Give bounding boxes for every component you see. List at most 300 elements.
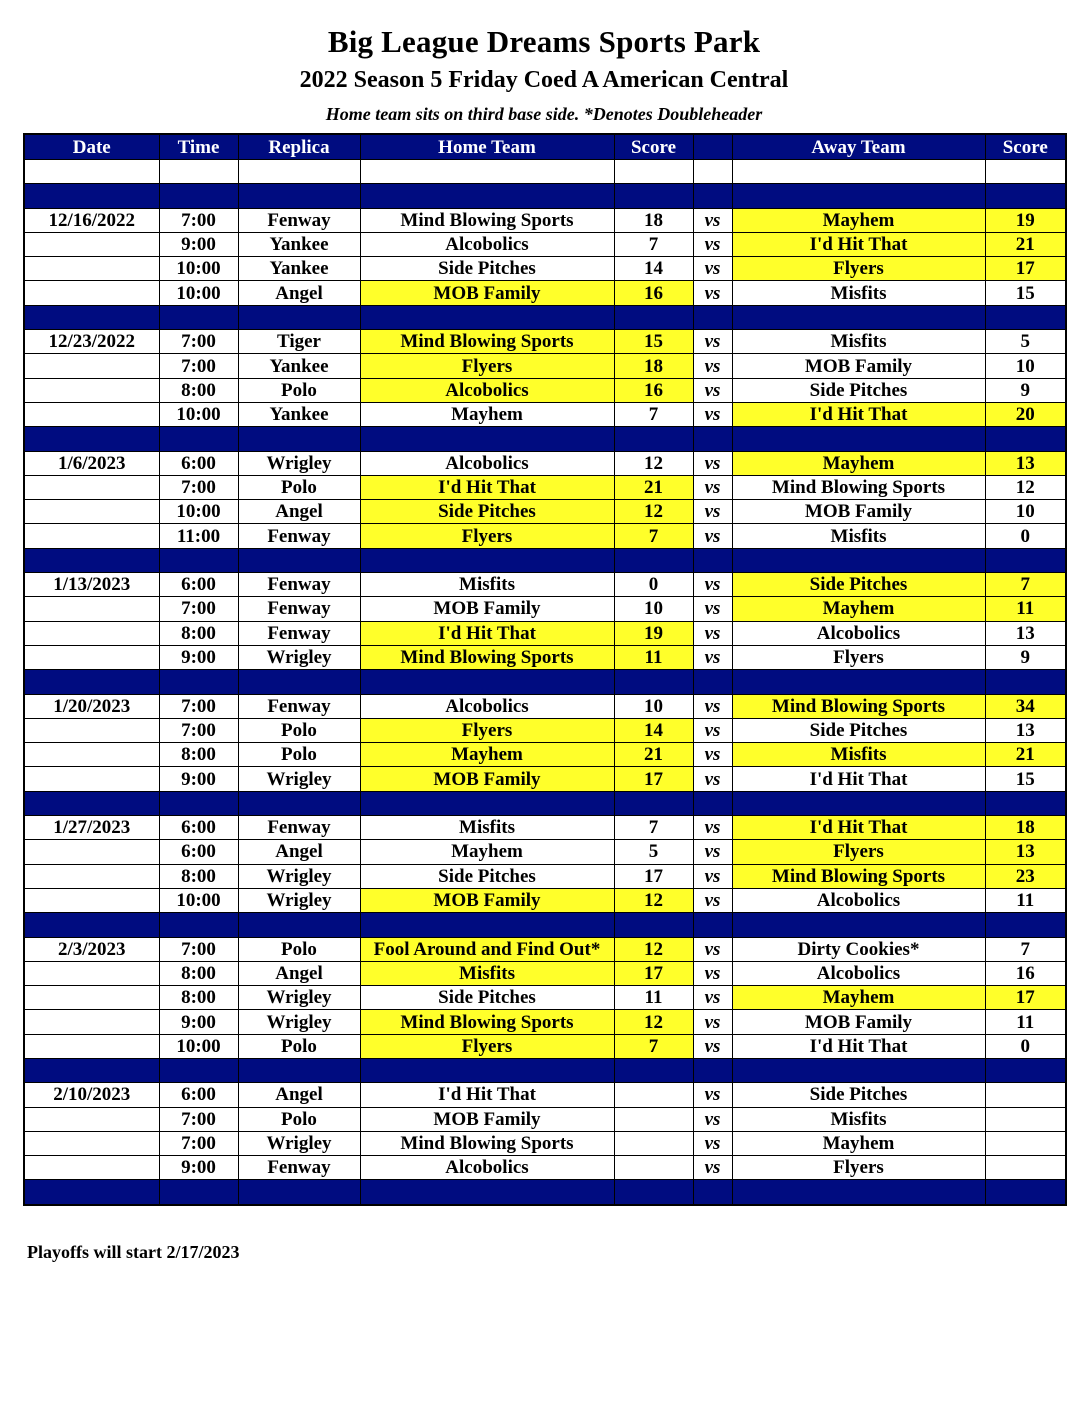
separator-cell bbox=[238, 548, 360, 572]
date-cell bbox=[24, 864, 159, 888]
separator-cell bbox=[360, 670, 614, 694]
home-score-cell: 16 bbox=[614, 378, 693, 402]
replica-cell: Polo bbox=[238, 718, 360, 742]
vs-cell: vs bbox=[693, 573, 732, 597]
separator-cell bbox=[732, 670, 985, 694]
time-cell: 7:00 bbox=[159, 1131, 238, 1155]
home-score-cell: 18 bbox=[614, 208, 693, 232]
home-score-cell: 7 bbox=[614, 524, 693, 548]
table-row bbox=[24, 986, 1066, 1010]
separator-cell bbox=[614, 791, 693, 815]
away-score-cell: 7 bbox=[985, 573, 1066, 597]
vs-cell: vs bbox=[693, 281, 732, 305]
vs-cell: vs bbox=[693, 208, 732, 232]
col-header-away-score: Score bbox=[985, 134, 1066, 160]
home-team-cell: Mind Blowing Sports bbox=[360, 1010, 614, 1034]
page-subtitle: 2022 Season 5 Friday Coed A American Central bbox=[299, 67, 789, 93]
table-row bbox=[24, 500, 1066, 524]
replica-cell: Angel bbox=[238, 500, 360, 524]
home-team-cell: Alcobolics bbox=[360, 451, 614, 475]
vs-cell: vs bbox=[693, 402, 732, 426]
away-score-cell bbox=[985, 1083, 1066, 1107]
blank-cell bbox=[360, 160, 614, 184]
time-cell: 7:00 bbox=[159, 1107, 238, 1131]
separator-cell bbox=[360, 184, 614, 208]
separator-cell bbox=[238, 184, 360, 208]
schedule-body bbox=[24, 160, 1066, 1205]
away-score-cell: 11 bbox=[985, 888, 1066, 912]
away-score-cell: 0 bbox=[985, 1034, 1066, 1058]
away-score-cell: 18 bbox=[985, 816, 1066, 840]
away-score-cell bbox=[985, 1156, 1066, 1180]
replica-cell: Wrigley bbox=[238, 864, 360, 888]
home-team-cell: MOB Family bbox=[360, 597, 614, 621]
home-team-cell: Side Pitches bbox=[360, 986, 614, 1010]
table-row bbox=[24, 451, 1066, 475]
vs-cell: vs bbox=[693, 937, 732, 961]
home-team-cell: Side Pitches bbox=[360, 500, 614, 524]
away-team-cell: I'd Hit That bbox=[732, 402, 985, 426]
separator-cell bbox=[159, 791, 238, 815]
away-score-cell: 17 bbox=[985, 986, 1066, 1010]
home-team-cell: Mind Blowing Sports bbox=[360, 645, 614, 669]
time-cell: 8:00 bbox=[159, 961, 238, 985]
home-score-cell: 12 bbox=[614, 937, 693, 961]
away-team-cell: Mayhem bbox=[732, 986, 985, 1010]
home-team-cell: Flyers bbox=[360, 524, 614, 548]
replica-cell: Yankee bbox=[238, 402, 360, 426]
time-cell: 7:00 bbox=[159, 330, 238, 354]
home-score-cell: 10 bbox=[614, 597, 693, 621]
away-score-cell: 9 bbox=[985, 378, 1066, 402]
home-score-cell: 7 bbox=[614, 402, 693, 426]
separator-cell bbox=[24, 913, 159, 937]
vs-cell: vs bbox=[693, 718, 732, 742]
home-score-cell: 16 bbox=[614, 281, 693, 305]
separator-cell bbox=[159, 1058, 238, 1082]
date-cell bbox=[24, 524, 159, 548]
separator-cell bbox=[24, 305, 159, 329]
date-cell bbox=[24, 645, 159, 669]
separator-cell bbox=[238, 1058, 360, 1082]
away-team-cell: Mayhem bbox=[732, 208, 985, 232]
table-row bbox=[24, 378, 1066, 402]
date-cell: 1/27/2023 bbox=[24, 816, 159, 840]
separator-cell bbox=[360, 548, 614, 572]
separator-cell bbox=[732, 1180, 985, 1205]
home-team-cell: MOB Family bbox=[360, 767, 614, 791]
home-team-cell: Side Pitches bbox=[360, 864, 614, 888]
replica-cell: Polo bbox=[238, 743, 360, 767]
away-score-cell: 21 bbox=[985, 743, 1066, 767]
date-cell bbox=[24, 718, 159, 742]
home-score-cell bbox=[614, 1107, 693, 1131]
time-cell: 9:00 bbox=[159, 232, 238, 256]
separator-cell bbox=[732, 427, 985, 451]
away-team-cell: Flyers bbox=[732, 645, 985, 669]
home-score-cell: 14 bbox=[614, 257, 693, 281]
away-team-cell: Side Pitches bbox=[732, 1083, 985, 1107]
col-header-time: Time bbox=[159, 134, 238, 160]
separator-cell bbox=[360, 791, 614, 815]
date-cell bbox=[24, 743, 159, 767]
away-team-cell: Side Pitches bbox=[732, 718, 985, 742]
schedule-table bbox=[23, 133, 1067, 1206]
table-row bbox=[24, 1010, 1066, 1034]
away-score-cell bbox=[985, 1131, 1066, 1155]
away-score-cell: 13 bbox=[985, 718, 1066, 742]
table-row bbox=[24, 1156, 1066, 1180]
col-header-date: Date bbox=[24, 134, 159, 160]
away-team-cell: I'd Hit That bbox=[732, 1034, 985, 1058]
date-cell bbox=[24, 475, 159, 499]
away-score-cell: 17 bbox=[985, 257, 1066, 281]
home-score-cell: 21 bbox=[614, 475, 693, 499]
vs-cell: vs bbox=[693, 1156, 732, 1180]
home-team-cell: Flyers bbox=[360, 718, 614, 742]
replica-cell: Fenway bbox=[238, 1156, 360, 1180]
replica-cell: Angel bbox=[238, 961, 360, 985]
vs-cell: vs bbox=[693, 232, 732, 256]
replica-cell: Wrigley bbox=[238, 888, 360, 912]
separator-cell bbox=[24, 670, 159, 694]
away-score-cell: 11 bbox=[985, 1010, 1066, 1034]
vs-cell: vs bbox=[693, 475, 732, 499]
separator-cell bbox=[693, 670, 732, 694]
home-score-cell: 12 bbox=[614, 1010, 693, 1034]
home-team-cell: Alcobolics bbox=[360, 232, 614, 256]
vs-cell: vs bbox=[693, 840, 732, 864]
vs-cell: vs bbox=[693, 694, 732, 718]
separator-cell bbox=[159, 548, 238, 572]
home-score-cell: 17 bbox=[614, 864, 693, 888]
footer-note: Playoffs will start 2/17/2023 bbox=[27, 1242, 240, 1262]
separator-cell bbox=[693, 913, 732, 937]
date-cell bbox=[24, 888, 159, 912]
blank-cell bbox=[985, 160, 1066, 184]
away-team-cell: Side Pitches bbox=[732, 573, 985, 597]
separator-cell bbox=[238, 305, 360, 329]
week-separator-row bbox=[24, 184, 1066, 208]
time-cell: 9:00 bbox=[159, 1010, 238, 1034]
vs-cell: vs bbox=[693, 378, 732, 402]
away-score-cell: 15 bbox=[985, 767, 1066, 791]
away-team-cell: Mind Blowing Sports bbox=[732, 864, 985, 888]
vs-cell: vs bbox=[693, 330, 732, 354]
separator-cell bbox=[360, 305, 614, 329]
home-team-cell: Alcobolics bbox=[360, 1156, 614, 1180]
home-team-cell: I'd Hit That bbox=[360, 621, 614, 645]
date-cell: 12/23/2022 bbox=[24, 330, 159, 354]
replica-cell: Yankee bbox=[238, 354, 360, 378]
time-cell: 11:00 bbox=[159, 524, 238, 548]
home-score-cell: 7 bbox=[614, 816, 693, 840]
separator-cell bbox=[614, 670, 693, 694]
away-score-cell: 10 bbox=[985, 500, 1066, 524]
time-cell: 7:00 bbox=[159, 208, 238, 232]
replica-cell: Angel bbox=[238, 840, 360, 864]
table-row bbox=[24, 937, 1066, 961]
table-row bbox=[24, 718, 1066, 742]
home-team-cell: Mind Blowing Sports bbox=[360, 208, 614, 232]
home-team-cell: Alcobolics bbox=[360, 694, 614, 718]
separator-cell bbox=[238, 791, 360, 815]
blank-cell bbox=[238, 160, 360, 184]
table-row bbox=[24, 281, 1066, 305]
away-score-cell: 13 bbox=[985, 840, 1066, 864]
home-score-cell bbox=[614, 1131, 693, 1155]
replica-cell: Yankee bbox=[238, 257, 360, 281]
home-team-cell: Misfits bbox=[360, 573, 614, 597]
separator-cell bbox=[985, 791, 1066, 815]
home-score-cell: 17 bbox=[614, 961, 693, 985]
table-row bbox=[24, 816, 1066, 840]
vs-cell: vs bbox=[693, 888, 732, 912]
date-cell bbox=[24, 597, 159, 621]
replica-cell: Wrigley bbox=[238, 986, 360, 1010]
away-team-cell: Mayhem bbox=[732, 1131, 985, 1155]
replica-cell: Polo bbox=[238, 378, 360, 402]
home-score-cell: 21 bbox=[614, 743, 693, 767]
time-cell: 8:00 bbox=[159, 621, 238, 645]
time-cell: 7:00 bbox=[159, 597, 238, 621]
time-cell: 7:00 bbox=[159, 718, 238, 742]
home-score-cell: 5 bbox=[614, 840, 693, 864]
vs-cell: vs bbox=[693, 257, 732, 281]
date-cell: 2/10/2023 bbox=[24, 1083, 159, 1107]
date-cell bbox=[24, 1156, 159, 1180]
week-separator-row bbox=[24, 548, 1066, 572]
page-title: Big League Dreams Sports Park bbox=[327, 24, 761, 59]
home-team-cell: Misfits bbox=[360, 816, 614, 840]
separator-cell bbox=[614, 548, 693, 572]
away-team-cell: I'd Hit That bbox=[732, 816, 985, 840]
replica-cell: Fenway bbox=[238, 573, 360, 597]
date-cell bbox=[24, 1107, 159, 1131]
separator-cell bbox=[159, 184, 238, 208]
home-score-cell: 11 bbox=[614, 645, 693, 669]
separator-cell bbox=[238, 1180, 360, 1205]
date-cell: 1/20/2023 bbox=[24, 694, 159, 718]
away-team-cell: I'd Hit That bbox=[732, 232, 985, 256]
table-row bbox=[24, 743, 1066, 767]
vs-cell: vs bbox=[693, 986, 732, 1010]
col-header-home-score: Score bbox=[614, 134, 693, 160]
home-score-cell: 7 bbox=[614, 1034, 693, 1058]
replica-cell: Fenway bbox=[238, 694, 360, 718]
blank-cell bbox=[693, 160, 732, 184]
home-score-cell bbox=[614, 1156, 693, 1180]
vs-cell: vs bbox=[693, 961, 732, 985]
separator-cell bbox=[693, 305, 732, 329]
separator-cell bbox=[24, 548, 159, 572]
time-cell: 8:00 bbox=[159, 378, 238, 402]
home-team-cell: Mayhem bbox=[360, 402, 614, 426]
vs-cell: vs bbox=[693, 864, 732, 888]
away-team-cell: Flyers bbox=[732, 257, 985, 281]
date-cell bbox=[24, 840, 159, 864]
table-row bbox=[24, 840, 1066, 864]
separator-cell bbox=[985, 1058, 1066, 1082]
date-cell: 12/16/2022 bbox=[24, 208, 159, 232]
col-header-away-team: Away Team bbox=[732, 134, 985, 160]
away-score-cell: 11 bbox=[985, 597, 1066, 621]
replica-cell: Wrigley bbox=[238, 1131, 360, 1155]
week-separator-row bbox=[24, 305, 1066, 329]
time-cell: 9:00 bbox=[159, 1156, 238, 1180]
separator-cell bbox=[985, 1180, 1066, 1205]
date-cell: 2/3/2023 bbox=[24, 937, 159, 961]
table-row bbox=[24, 208, 1066, 232]
week-separator-row bbox=[24, 913, 1066, 937]
separator-cell bbox=[238, 670, 360, 694]
date-cell bbox=[24, 354, 159, 378]
time-cell: 6:00 bbox=[159, 451, 238, 475]
separator-cell bbox=[693, 1058, 732, 1082]
away-score-cell: 23 bbox=[985, 864, 1066, 888]
away-score-cell: 19 bbox=[985, 208, 1066, 232]
away-team-cell: Alcobolics bbox=[732, 961, 985, 985]
home-score-cell: 19 bbox=[614, 621, 693, 645]
separator-cell bbox=[614, 305, 693, 329]
separator-cell bbox=[614, 427, 693, 451]
home-score-cell: 18 bbox=[614, 354, 693, 378]
away-score-cell: 16 bbox=[985, 961, 1066, 985]
home-team-cell: Side Pitches bbox=[360, 257, 614, 281]
away-team-cell: Side Pitches bbox=[732, 378, 985, 402]
home-team-cell: MOB Family bbox=[360, 281, 614, 305]
time-cell: 8:00 bbox=[159, 986, 238, 1010]
time-cell: 10:00 bbox=[159, 1034, 238, 1058]
separator-cell bbox=[693, 791, 732, 815]
separator-cell bbox=[732, 791, 985, 815]
replica-cell: Fenway bbox=[238, 524, 360, 548]
away-team-cell: Alcobolics bbox=[732, 621, 985, 645]
separator-cell bbox=[614, 913, 693, 937]
away-team-cell: Alcobolics bbox=[732, 888, 985, 912]
home-team-cell: Flyers bbox=[360, 1034, 614, 1058]
vs-cell: vs bbox=[693, 1107, 732, 1131]
week-separator-row bbox=[24, 791, 1066, 815]
separator-cell bbox=[159, 913, 238, 937]
separator-cell bbox=[238, 427, 360, 451]
table-row bbox=[24, 961, 1066, 985]
vs-cell: vs bbox=[693, 500, 732, 524]
time-cell: 8:00 bbox=[159, 743, 238, 767]
date-cell bbox=[24, 281, 159, 305]
home-score-cell: 7 bbox=[614, 232, 693, 256]
time-cell: 8:00 bbox=[159, 864, 238, 888]
replica-cell: Polo bbox=[238, 1034, 360, 1058]
away-score-cell: 12 bbox=[985, 475, 1066, 499]
replica-cell: Polo bbox=[238, 1107, 360, 1131]
blank-cell bbox=[732, 160, 985, 184]
table-row bbox=[24, 573, 1066, 597]
away-score-cell: 5 bbox=[985, 330, 1066, 354]
table-row bbox=[24, 621, 1066, 645]
separator-cell bbox=[693, 548, 732, 572]
time-cell: 10:00 bbox=[159, 888, 238, 912]
time-cell: 7:00 bbox=[159, 694, 238, 718]
separator-cell bbox=[985, 548, 1066, 572]
table-row bbox=[24, 330, 1066, 354]
home-score-cell: 14 bbox=[614, 718, 693, 742]
separator-cell bbox=[159, 305, 238, 329]
time-cell: 10:00 bbox=[159, 257, 238, 281]
time-cell: 6:00 bbox=[159, 573, 238, 597]
replica-cell: Angel bbox=[238, 281, 360, 305]
replica-cell: Fenway bbox=[238, 816, 360, 840]
date-cell bbox=[24, 402, 159, 426]
home-team-cell: Mind Blowing Sports bbox=[360, 1131, 614, 1155]
table-row bbox=[24, 1083, 1066, 1107]
blank-row bbox=[24, 160, 1066, 184]
replica-cell: Yankee bbox=[238, 232, 360, 256]
home-score-cell: 12 bbox=[614, 451, 693, 475]
home-score-cell: 17 bbox=[614, 767, 693, 791]
replica-cell: Wrigley bbox=[238, 767, 360, 791]
replica-cell: Wrigley bbox=[238, 645, 360, 669]
date-cell bbox=[24, 378, 159, 402]
away-team-cell: Misfits bbox=[732, 743, 985, 767]
vs-cell: vs bbox=[693, 1083, 732, 1107]
vs-cell: vs bbox=[693, 1131, 732, 1155]
time-cell: 6:00 bbox=[159, 816, 238, 840]
away-team-cell: Misfits bbox=[732, 281, 985, 305]
table-row bbox=[24, 475, 1066, 499]
col-header-vs bbox=[693, 134, 732, 160]
vs-cell: vs bbox=[693, 451, 732, 475]
table-row bbox=[24, 767, 1066, 791]
away-team-cell: I'd Hit That bbox=[732, 767, 985, 791]
separator-cell bbox=[24, 791, 159, 815]
away-team-cell: Mind Blowing Sports bbox=[732, 475, 985, 499]
date-cell bbox=[24, 621, 159, 645]
vs-cell: vs bbox=[693, 354, 732, 378]
date-cell bbox=[24, 500, 159, 524]
away-team-cell: Flyers bbox=[732, 1156, 985, 1180]
col-header-replica: Replica bbox=[238, 134, 360, 160]
home-team-cell: Flyers bbox=[360, 354, 614, 378]
time-cell: 10:00 bbox=[159, 402, 238, 426]
week-separator-row bbox=[24, 427, 1066, 451]
time-cell: 9:00 bbox=[159, 645, 238, 669]
home-score-cell: 12 bbox=[614, 888, 693, 912]
away-team-cell: MOB Family bbox=[732, 500, 985, 524]
week-separator-row bbox=[24, 670, 1066, 694]
date-cell: 1/13/2023 bbox=[24, 573, 159, 597]
table-row bbox=[24, 402, 1066, 426]
away-score-cell: 21 bbox=[985, 232, 1066, 256]
separator-cell bbox=[24, 427, 159, 451]
home-score-cell bbox=[614, 1083, 693, 1107]
separator-cell bbox=[732, 913, 985, 937]
time-cell: 7:00 bbox=[159, 475, 238, 499]
col-header-home-team: Home Team bbox=[360, 134, 614, 160]
vs-cell: vs bbox=[693, 816, 732, 840]
table-row bbox=[24, 597, 1066, 621]
separator-cell bbox=[693, 184, 732, 208]
away-score-cell: 0 bbox=[985, 524, 1066, 548]
replica-cell: Polo bbox=[238, 937, 360, 961]
away-team-cell: Flyers bbox=[732, 840, 985, 864]
blank-cell bbox=[159, 160, 238, 184]
table-row bbox=[24, 864, 1066, 888]
away-team-cell: Misfits bbox=[732, 330, 985, 354]
table-row bbox=[24, 1131, 1066, 1155]
home-score-cell: 0 bbox=[614, 573, 693, 597]
separator-cell bbox=[985, 913, 1066, 937]
